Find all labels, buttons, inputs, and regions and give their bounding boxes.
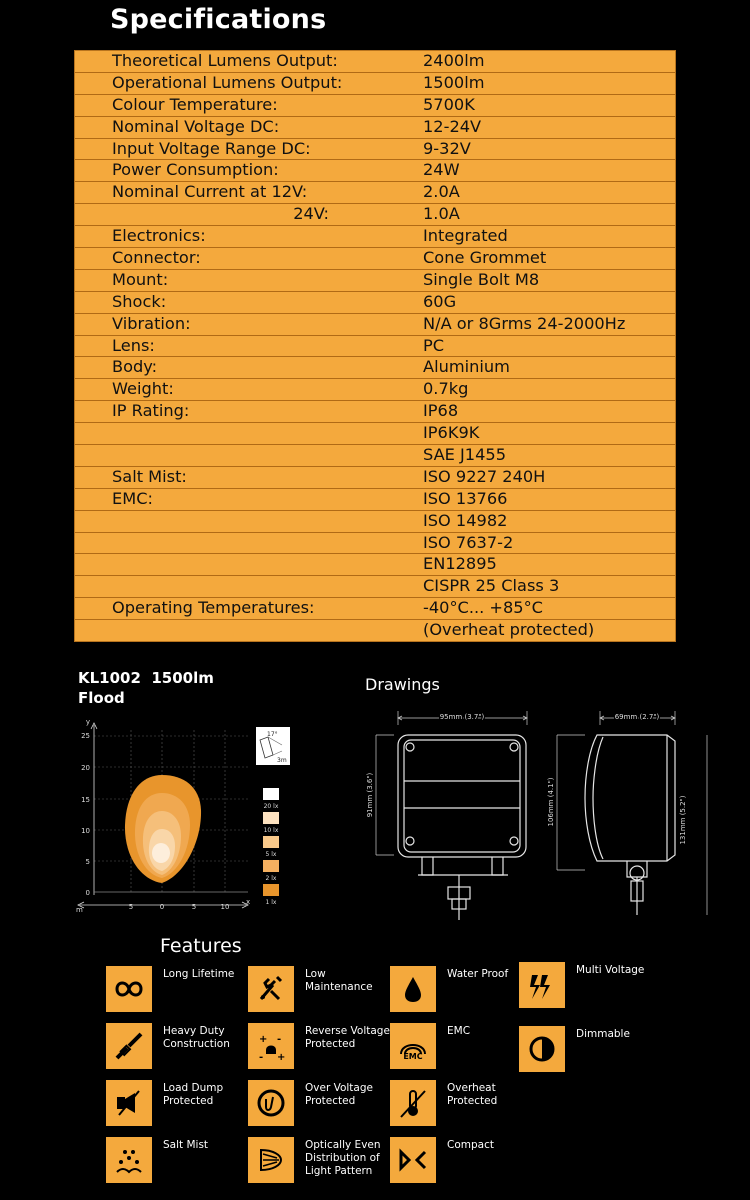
spec-row bbox=[75, 336, 675, 358]
spec-label: EMC: bbox=[112, 488, 153, 508]
emc-badge-text: EMC bbox=[403, 1052, 423, 1061]
spec-value: ISO 14982 bbox=[423, 510, 508, 530]
compact-icon bbox=[390, 1137, 436, 1183]
features-title: Features bbox=[160, 935, 242, 957]
spec-label: Electronics: bbox=[112, 226, 206, 246]
chain-icon bbox=[106, 1023, 152, 1069]
x-tick: 5 bbox=[128, 903, 134, 911]
y-tick: 10 bbox=[81, 827, 90, 835]
spec-value: N/A or 8Grms 24-2000Hz bbox=[423, 313, 626, 333]
spec-value: ISO 7637-2 bbox=[423, 532, 514, 552]
feature-label: Multi Voltage bbox=[576, 964, 645, 976]
spec-value: Aluminium bbox=[423, 357, 510, 377]
beam-title bbox=[78, 668, 214, 708]
emc-icon bbox=[390, 1023, 436, 1069]
water-drop-icon bbox=[390, 966, 436, 1012]
spec-label: Weight: bbox=[112, 379, 174, 399]
spec-value: 1.0A bbox=[423, 204, 460, 224]
spec-value: ISO 13766 bbox=[423, 488, 508, 508]
salt-mist-icon bbox=[106, 1137, 152, 1183]
feature-label: Salt Mist bbox=[163, 1139, 209, 1151]
spec-value: 5700K bbox=[423, 94, 475, 114]
x-tick: 0 bbox=[159, 903, 165, 911]
spec-value: (Overheat protected) bbox=[423, 620, 595, 640]
feature-label: EMC bbox=[447, 1025, 471, 1037]
svg-text:+: + bbox=[277, 1052, 286, 1063]
spec-row bbox=[75, 379, 675, 401]
spec-value: EN12895 bbox=[423, 554, 497, 574]
legend-swatch-1lx bbox=[263, 884, 279, 896]
y-tick: 25 bbox=[81, 732, 90, 740]
spec-value: ISO 9227 240H bbox=[423, 466, 546, 486]
spec-value: 24W bbox=[423, 160, 460, 180]
spec-label: Salt Mist: bbox=[112, 466, 187, 486]
height-front-label: 91mm (3.6") bbox=[366, 772, 374, 818]
legend-label: 20 lx bbox=[263, 803, 279, 810]
spec-row bbox=[75, 73, 675, 95]
y-tick: 5 bbox=[85, 858, 90, 866]
infinity-icon bbox=[106, 966, 152, 1012]
spec-value: Integrated bbox=[423, 226, 508, 246]
spec-label: Body: bbox=[112, 357, 158, 377]
feature-label: Optically Even Distribution of Light Pattern bbox=[305, 1139, 381, 1177]
spec-row bbox=[75, 554, 675, 576]
spec-value: 1500lm bbox=[423, 72, 485, 92]
height-total-label: 131mm (5.2") bbox=[679, 795, 687, 845]
spec-row bbox=[75, 51, 675, 73]
light-pattern-icon bbox=[248, 1137, 294, 1183]
spec-label: Mount: bbox=[112, 269, 169, 289]
spec-value: -40°C... +85°C bbox=[423, 598, 543, 618]
spec-label: 24V: bbox=[293, 204, 329, 224]
spec-label: Nominal Current at 12V: bbox=[112, 182, 308, 202]
svg-text:+: + bbox=[259, 1034, 268, 1045]
wrench-icon bbox=[248, 966, 294, 1012]
spec-value: 12-24V bbox=[423, 116, 482, 136]
spec-row bbox=[75, 314, 675, 336]
feature-label: Compact bbox=[447, 1139, 494, 1151]
spec-row bbox=[75, 511, 675, 533]
feature-label: Heavy Duty Construction bbox=[163, 1025, 230, 1050]
spec-row bbox=[75, 117, 675, 139]
spec-row bbox=[75, 248, 675, 270]
drawings-title: Drawings bbox=[365, 675, 440, 694]
spec-value: 0.7kg bbox=[423, 379, 469, 399]
x-tick: 5 bbox=[191, 903, 197, 911]
height-side-label: 106mm (4.1") bbox=[547, 777, 555, 827]
spec-value: 2.0A bbox=[423, 182, 460, 202]
angle-label: 17° bbox=[267, 731, 278, 738]
dimmable-icon bbox=[519, 1026, 565, 1072]
spec-row bbox=[75, 204, 675, 226]
legend-label: 10 lx bbox=[263, 827, 279, 834]
legend-swatch-5lx bbox=[263, 836, 279, 848]
spec-label: Vibration: bbox=[112, 313, 191, 333]
feature-label: Low Maintenance bbox=[305, 968, 373, 993]
legend-swatch-10lx bbox=[263, 812, 279, 824]
beam-title-line2: Flood bbox=[78, 689, 125, 707]
legend-swatch-2lx bbox=[263, 860, 279, 872]
legend-label: 5 lx bbox=[265, 851, 277, 858]
y-tick: 15 bbox=[81, 796, 90, 804]
thermometer-icon bbox=[390, 1080, 436, 1126]
beam-title-line1: KL1002 1500lm bbox=[78, 669, 214, 687]
feature-label: Reverse Voltage Protected bbox=[305, 1025, 390, 1050]
specifications-table bbox=[74, 50, 676, 642]
beam-pattern-chart bbox=[70, 715, 300, 915]
beam-pattern bbox=[125, 775, 201, 883]
spec-row bbox=[75, 226, 675, 248]
spec-value: Cone Grommet bbox=[423, 248, 547, 268]
side-drawing bbox=[545, 705, 720, 930]
spec-value: SAE J1455 bbox=[423, 445, 506, 465]
spec-row bbox=[75, 620, 675, 641]
spec-label: Input Voltage Range DC: bbox=[112, 138, 311, 158]
spec-row bbox=[75, 357, 675, 379]
spec-row bbox=[75, 467, 675, 489]
beam-zone-20lx bbox=[152, 843, 170, 863]
side-lamp-body bbox=[585, 735, 675, 915]
svg-text:-: - bbox=[277, 1034, 282, 1045]
width-front-label: 95mm (3.7") bbox=[439, 713, 485, 721]
spec-value: Single Bolt M8 bbox=[423, 269, 540, 289]
spec-label: Theoretical Lumens Output: bbox=[112, 51, 338, 70]
spec-row bbox=[75, 401, 675, 423]
reverse-voltage-icon bbox=[248, 1023, 294, 1069]
spec-label: IP Rating: bbox=[112, 401, 190, 421]
feature-label: Water Proof bbox=[447, 968, 509, 980]
spec-label: Lens: bbox=[112, 335, 155, 355]
spec-label: Power Consumption: bbox=[112, 160, 279, 180]
spec-label: Colour Temperature: bbox=[112, 94, 278, 114]
spec-row bbox=[75, 139, 675, 161]
over-voltage-icon bbox=[248, 1080, 294, 1126]
spec-value: IP68 bbox=[423, 401, 459, 421]
spec-value: PC bbox=[423, 335, 445, 355]
spec-label: Operating Temperatures: bbox=[112, 598, 315, 618]
spec-value: 60G bbox=[423, 291, 457, 311]
feature-label: Load Dump Protected bbox=[163, 1082, 224, 1107]
y-tick: 0 bbox=[85, 889, 90, 897]
spec-row bbox=[75, 160, 675, 182]
width-side-label: 69mm (2.7") bbox=[614, 713, 660, 721]
legend-swatch-20lx bbox=[263, 788, 279, 800]
legend-label: 1 lx bbox=[265, 899, 277, 906]
feature-label: Over Voltage Protected bbox=[305, 1082, 373, 1107]
load-dump-icon bbox=[106, 1080, 152, 1126]
spec-row bbox=[75, 182, 675, 204]
lightning-icon bbox=[519, 962, 565, 1008]
y-tick: 20 bbox=[81, 764, 90, 772]
beam-legend bbox=[263, 788, 279, 906]
spec-label: Shock: bbox=[112, 291, 167, 311]
spec-value: 2400lm bbox=[423, 51, 485, 70]
feature-label: Long Lifetime bbox=[163, 968, 235, 980]
spec-row bbox=[75, 489, 675, 511]
spec-row bbox=[75, 95, 675, 117]
x-axis-label: x bbox=[246, 898, 251, 906]
spec-row bbox=[75, 598, 675, 620]
feature-label: Overheat Protected bbox=[447, 1082, 498, 1107]
legend-label: 2 lx bbox=[265, 875, 277, 882]
spec-label: Connector: bbox=[112, 248, 201, 268]
front-drawing bbox=[360, 705, 545, 930]
spec-label: Nominal Voltage DC: bbox=[112, 116, 280, 136]
spec-row bbox=[75, 292, 675, 314]
feature-label: Dimmable bbox=[576, 1028, 630, 1040]
page-title: Specifications bbox=[110, 4, 327, 35]
spec-row bbox=[75, 533, 675, 555]
y-axis-label: y bbox=[85, 718, 90, 726]
front-lamp-body bbox=[398, 735, 526, 920]
spec-value: 9-32V bbox=[423, 138, 471, 158]
spec-value: CISPR 25 Class 3 bbox=[423, 576, 560, 596]
angle-diagram bbox=[256, 727, 290, 765]
spec-row bbox=[75, 423, 675, 445]
svg-text:-: - bbox=[259, 1052, 264, 1063]
m-label: m bbox=[76, 906, 83, 914]
spec-value: IP6K9K bbox=[423, 423, 480, 443]
distance-label: 3m bbox=[277, 757, 287, 764]
spec-label: Operational Lumens Output: bbox=[112, 72, 343, 92]
x-tick: 10 bbox=[220, 903, 230, 911]
spec-row bbox=[75, 270, 675, 292]
spec-row bbox=[75, 576, 675, 598]
spec-row bbox=[75, 445, 675, 467]
